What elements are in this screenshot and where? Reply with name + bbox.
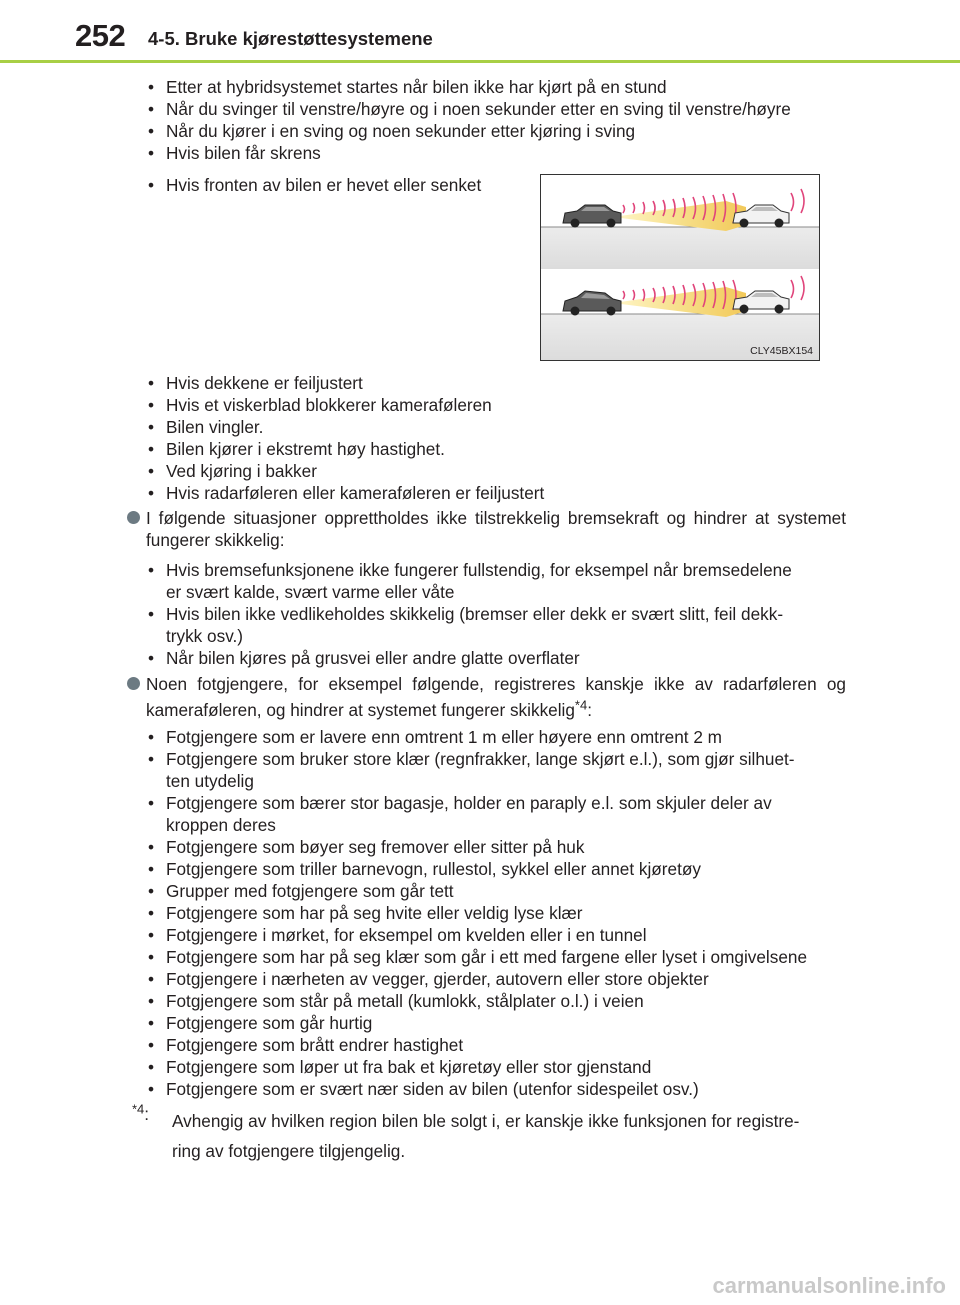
list-item: • Fotgjengere i nærheten av vegger, gjerder, autovern eller store objekter: [148, 969, 709, 989]
list-item: • Fotgjengere i mørket, for eksempel om kvelden eller i en tunnel: [148, 925, 647, 945]
figure-code: CLY45BX154: [750, 345, 813, 357]
section-title: 4-5. Bruke kjørestøttesystemene: [148, 28, 433, 49]
header-rule: [0, 60, 960, 63]
list-item: • Fotgjengere som har på seg klær som går i ett med fargene eller lyset i omgivelsene: [148, 947, 808, 967]
list-item: • Når bilen kjøres på grusvei eller andre glatte overflater: [148, 648, 580, 668]
radar-diagram: [541, 175, 819, 360]
list-item: • Ved kjøring i bakker: [148, 461, 317, 481]
car-own-top: [563, 205, 621, 228]
list-item: • Fotgjengere som er svært nær siden av bilen (utenfor sidespeilet osv.): [148, 1079, 699, 1099]
list-item: • Fotgjengere som bruker store klær (regnfrakker, lange skjørt e.l.), som gjør silhuet- ten utydelig: [148, 749, 795, 791]
list-item: • Fotgjengere som bøyer seg fremover eller sitter på huk: [148, 837, 585, 857]
footnote-mark: *4: [132, 1101, 145, 1117]
car-own-bottom: [563, 291, 621, 316]
section-braking: [0, 507, 960, 669]
list-item: • Når du kjører i en sving og noen sekunder etter kjøring i sving: [148, 121, 636, 141]
list-item: • Hvis radarføleren eller kameraføleren er feiljustert: [148, 483, 545, 503]
page-number: 252: [75, 18, 126, 53]
footnote-line: ring av fotgjengere tilgjengelig.: [172, 1141, 406, 1161]
list-item: • Hvis dekkene er feiljustert: [148, 373, 363, 393]
list-item: • Fotgjengere som har på seg hvite eller veldig lyse klær: [148, 903, 583, 923]
list-item: • Hvis et viskerblad blokkerer kameraføleren: [148, 395, 492, 415]
list-item: • Hvis bilen ikke vedlikeholdes skikkelig (bremser eller dekk er svært slitt, feil dekk- trykk osv.): [148, 604, 784, 646]
list-item: • Hvis bilen får skrens: [148, 143, 321, 163]
bullet-list-conditions: [0, 76, 960, 164]
paragraph-pedestrians: Noen fotgjengere, for eksempel følgende, registreres kanskje ikke av radarføleren og kameraføleren, og hindrer at systemet fungerer skikkelig$^{*4}$:: [0, 671, 960, 723]
watermark: carmanualsonline.info: [712, 1273, 946, 1298]
list-item: • Grupper med fotgjengere som går tett: [148, 881, 454, 901]
list-item: • Bilen kjører i ekstremt høy hastighet.: [148, 439, 445, 459]
list-item: • Fotgjengere som triller barnevogn, rullestol, sykkel eller annet kjøretøy: [148, 859, 701, 879]
list-item: • Etter at hybridsystemet startes når bilen ikke har kjørt på en stund: [148, 77, 667, 97]
list-item: • Fotgjengere som bærer stor bagasje, holder en paraply e.l. som skjuler deler av kroppen deres: [148, 793, 772, 835]
road-surface-top: [541, 227, 819, 269]
bullet-ball-icon: [127, 511, 140, 524]
page-header: [0, 0, 960, 64]
section-pedestrians: [0, 671, 960, 1100]
bullet-ball-icon: [127, 677, 140, 690]
list-item: • Fotgjengere som er lavere enn omtrent 1 m eller høyere enn omtrent 2 m: [148, 727, 722, 747]
list-item: • Fotgjengere som går hurtig: [148, 1013, 373, 1033]
list-item: • Fotgjengere som løper ut fra bak et kjøretøy eller stor gjenstand: [148, 1057, 652, 1077]
list-item: • Fotgjengere som står på metall (kumlokk, stålplater o.l.) i veien: [148, 991, 644, 1011]
list-item: • Når du svinger til venstre/høyre og i noen sekunder etter en sving til venstre/høyre: [148, 99, 791, 119]
list-item: • Fotgjengere som brått endrer hastighet: [148, 1035, 464, 1055]
list-item: • Hvis bremsefunksjonene ikke fungerer fullstendig, for eksempel når bremsedelene er svært kalde, svært varme eller våte: [148, 560, 792, 602]
footnote-line: Avhengig av hvilken region bilen ble solgt i, er kanskje ikke funksjonen for registre-: [172, 1111, 800, 1131]
radar-illustration: [540, 174, 820, 361]
list-item: • Hvis fronten av bilen er hevet eller senket: [148, 175, 482, 195]
bullet-list-misc: [0, 372, 960, 504]
list-item: • Bilen vingler.: [148, 417, 264, 437]
paragraph-braking: I følgende situasjoner opprettholdes ikke tilstrekkelig bremsekraft og hindrer at systemet fungerer skikkelig:: [0, 507, 960, 551]
